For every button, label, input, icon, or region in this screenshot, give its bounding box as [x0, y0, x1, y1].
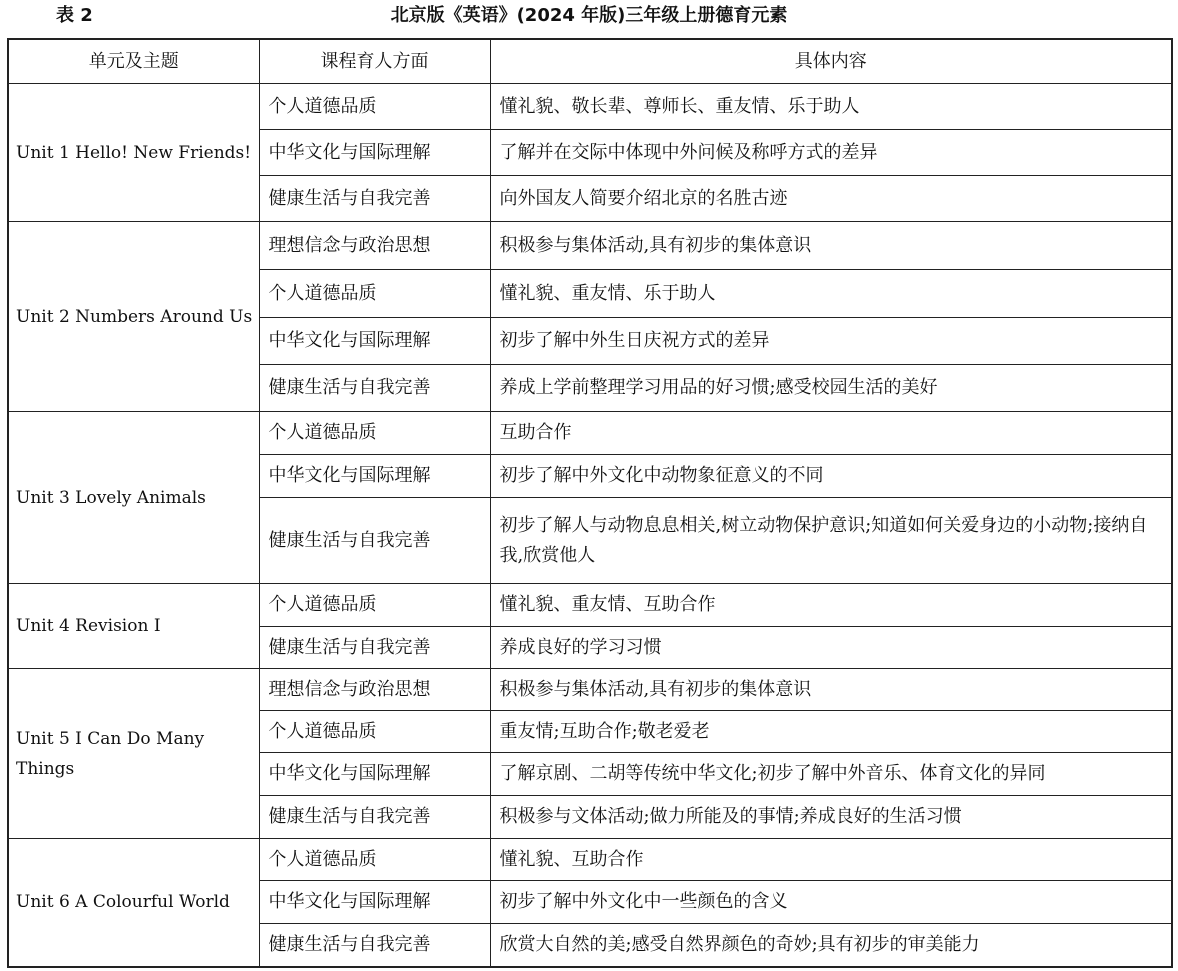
table-title: 北京版《英语》(2024 年版)三年级上册德育元素: [390, 5, 788, 26]
content-cell: 初步了解中外生日庆祝方式的差异: [490, 318, 1172, 365]
header-content: 具体内容: [490, 39, 1172, 84]
aspect-cell: 个人道德品质: [259, 584, 490, 627]
content-cell: 重友情;互助合作;敬老爱老: [490, 711, 1172, 753]
aspect-cell: 个人道德品质: [259, 839, 490, 881]
content-cell: 欣赏大自然的美;感受自然界颜色的奇妙;具有初步的审美能力: [490, 924, 1172, 967]
content-cell: 懂礼貌、敬长辈、尊师长、重友情、乐于助人: [490, 84, 1172, 130]
table-caption: [0, 0, 1178, 36]
content-cell: 养成上学前整理学习用品的好习惯;感受校园生活的美好: [490, 365, 1172, 412]
aspect-cell: 健康生活与自我完善: [259, 796, 490, 839]
aspect-cell: 中华文化与国际理解: [259, 881, 490, 924]
table-row: [8, 222, 1172, 270]
aspect-cell: 健康生活与自我完善: [259, 365, 490, 412]
unit-cell: Unit 5 I Can Do Many Things: [8, 669, 259, 839]
unit-cell: Unit 6 A Colourful World: [8, 839, 259, 967]
table-row: [8, 584, 1172, 627]
aspect-cell: 中华文化与国际理解: [259, 318, 490, 365]
header-unit: 单元及主题: [8, 39, 259, 84]
moral-education-table: [7, 38, 1173, 968]
aspect-cell: 健康生活与自我完善: [259, 498, 490, 584]
aspect-cell: 健康生活与自我完善: [259, 627, 490, 669]
table-row: [8, 839, 1172, 881]
table-row: [8, 669, 1172, 711]
header-row: [8, 39, 1172, 84]
unit-cell: Unit 1 Hello! New Friends!: [8, 84, 259, 222]
aspect-cell: 个人道德品质: [259, 84, 490, 130]
content-cell: 向外国友人简要介绍北京的名胜古迹: [490, 176, 1172, 222]
content-cell: 积极参与集体活动,具有初步的集体意识: [490, 669, 1172, 711]
table-number: 表 2: [56, 5, 93, 26]
content-cell: 养成良好的学习习惯: [490, 627, 1172, 669]
unit-cell: Unit 4 Revision Ⅰ: [8, 584, 259, 669]
aspect-cell: 健康生活与自我完善: [259, 176, 490, 222]
aspect-cell: 个人道德品质: [259, 270, 490, 318]
content-cell: 懂礼貌、互助合作: [490, 839, 1172, 881]
aspect-cell: 中华文化与国际理解: [259, 753, 490, 796]
aspect-cell: 理想信念与政治思想: [259, 669, 490, 711]
unit-cell: Unit 3 Lovely Animals: [8, 412, 259, 584]
aspect-cell: 中华文化与国际理解: [259, 130, 490, 176]
content-cell: 懂礼貌、重友情、互助合作: [490, 584, 1172, 627]
header-aspect: 课程育人方面: [259, 39, 490, 84]
aspect-cell: 个人道德品质: [259, 412, 490, 455]
content-cell: 初步了解中外文化中一些颜色的含义: [490, 881, 1172, 924]
content-cell: 了解并在交际中体现中外问候及称呼方式的差异: [490, 130, 1172, 176]
content-cell: 互助合作: [490, 412, 1172, 455]
aspect-cell: 个人道德品质: [259, 711, 490, 753]
table-row: [8, 84, 1172, 130]
aspect-cell: 中华文化与国际理解: [259, 455, 490, 498]
aspect-cell: 健康生活与自我完善: [259, 924, 490, 967]
unit-cell: Unit 2 Numbers Around Us: [8, 222, 259, 412]
content-cell: 积极参与文体活动;做力所能及的事情;养成良好的生活习惯: [490, 796, 1172, 839]
content-cell: 初步了解人与动物息息相关,树立动物保护意识;知道如何关爱身边的小动物;接纳自我,欣赏他人: [490, 498, 1172, 584]
table-row: [8, 412, 1172, 455]
aspect-cell: 理想信念与政治思想: [259, 222, 490, 270]
content-cell: 初步了解中外文化中动物象征意义的不同: [490, 455, 1172, 498]
content-cell: 懂礼貌、重友情、乐于助人: [490, 270, 1172, 318]
content-cell: 了解京剧、二胡等传统中华文化;初步了解中外音乐、体育文化的异同: [490, 753, 1172, 796]
content-cell: 积极参与集体活动,具有初步的集体意识: [490, 222, 1172, 270]
